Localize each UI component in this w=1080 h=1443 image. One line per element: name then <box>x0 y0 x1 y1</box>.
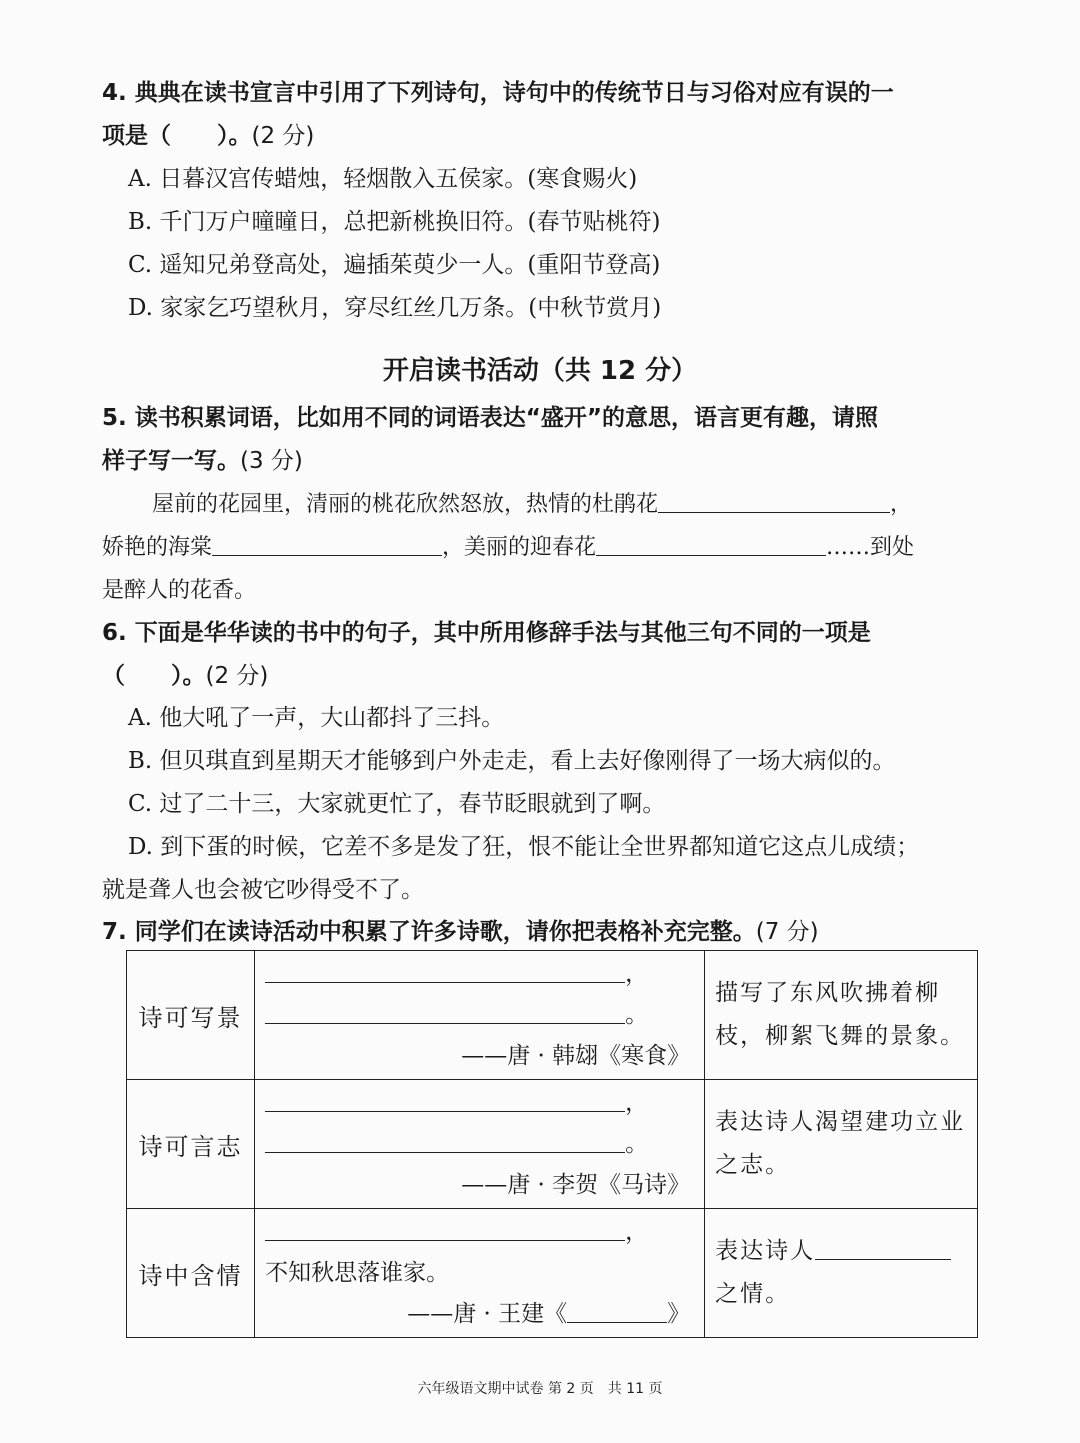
poem-line: 不知秋思落谁家。 <box>265 1259 450 1286</box>
q5-stem <box>102 397 982 483</box>
q4-option-b[interactable]: B. 千门万户曈曈日，总把新桃换旧符。(春节贴桃符) <box>128 209 661 235</box>
section-title: 开启读书活动（共 12 分） <box>382 356 698 386</box>
poem-cell <box>255 951 705 1080</box>
q5-blank-1[interactable] <box>658 484 890 513</box>
author-prefix: ——唐 · 王建《 <box>407 1300 568 1327</box>
poem-author: ——唐 · 李贺《马诗》 <box>461 1171 691 1198</box>
q5-text: 娇艳的海棠 <box>102 535 213 560</box>
q6-option-c[interactable]: C. 过了二十三，大家就更忙了，春节眨眼就到了啊。 <box>128 791 666 817</box>
q7-points: (7 分) <box>755 919 819 945</box>
poem-author <box>255 1294 704 1335</box>
q5-stem-line1: 5. 读书积累词语，比如用不同的词语表达“盛开”的意思，语言更有趣，请照 <box>102 405 878 431</box>
q5-para-line3: 是醉人的花香。 <box>102 578 257 603</box>
punct: ， <box>625 960 649 987</box>
row-category: 诗可写景 <box>127 951 255 1080</box>
title-blank[interactable] <box>567 1298 667 1323</box>
table-row <box>127 951 978 1080</box>
page-footer: 六年级语文期中试卷 第 2 页 共 11 页 <box>417 1381 663 1397</box>
q5-para-line2 <box>102 526 982 569</box>
q5-text: ，美丽的迎春花 <box>442 535 597 560</box>
q6-option-d-cont: 就是聋人也会被它吵得受不了。 <box>102 877 424 903</box>
poem-cell <box>255 1080 705 1209</box>
q6-stem-line1: 6. 下面是华华读的书中的句子，其中所用修辞手法与其他三句不同的一项是 <box>102 620 871 646</box>
q5-text: 屋前的花园里，清丽的桃花欣然怒放，热情的杜鹃花 <box>152 492 659 517</box>
q4-stem <box>102 72 982 158</box>
q5-blank-3[interactable] <box>596 527 826 556</box>
q4-option-c[interactable]: C. 遥知兄弟登高处，遍插茱萸少一人。(重阳节登高) <box>128 252 661 278</box>
q5-blank-2[interactable] <box>212 527 442 556</box>
q6-stem-line2: （ ）。 <box>102 663 206 689</box>
punct: ， <box>625 1089 649 1116</box>
q5-stem-line2: 样子写一写。 <box>102 448 240 474</box>
q6-option-b[interactable]: B. 但贝琪直到星期天才能够到户外走走，看上去好像刚得了一场大病似的。 <box>128 748 896 774</box>
emotion-blank[interactable] <box>815 1233 951 1260</box>
poem-blank[interactable] <box>265 1132 625 1153</box>
q6-points: (2 分) <box>205 663 269 689</box>
q6-option-d[interactable]: D. 到下蛋的时候，它差不多是发了狂，恨不能让全世界都知道它这点儿成绩； <box>128 834 920 860</box>
row-category: 诗中含情 <box>127 1209 255 1338</box>
desc-prefix: 表达诗人 <box>715 1238 816 1264</box>
table-row <box>127 1080 978 1209</box>
row-description: 表达诗人渴望建功立业之志。 <box>705 1080 978 1209</box>
q6-option-a[interactable]: A. 他大吼了一声，大山都抖了三抖。 <box>128 705 505 731</box>
q4-option-d[interactable]: D. 家家乞巧望秋月，穿尽红丝几万条。(中秋节赏月) <box>128 295 662 321</box>
poem-blank[interactable] <box>265 1003 625 1024</box>
poem-blank[interactable] <box>265 1220 625 1241</box>
q5-text: ， <box>890 492 913 517</box>
q7-stem-text: 7. 同学们在读诗活动中积累了许多诗歌，请你把表格补充完整。 <box>102 919 756 945</box>
poem-author: ——唐 · 韩翃《寒食》 <box>461 1042 691 1069</box>
poem-blank[interactable] <box>265 962 625 983</box>
q4-stem-line2: 项是（ ）。 <box>102 123 252 149</box>
row-category: 诗可言志 <box>127 1080 255 1209</box>
desc-suffix: 之情。 <box>715 1281 791 1307</box>
q7-stem <box>102 911 982 954</box>
punct: ， <box>625 1218 649 1245</box>
poem-cell <box>255 1209 705 1338</box>
q4-option-a[interactable]: A. 日暮汉宫传蜡烛，轻烟散入五侯家。(寒食赐火) <box>128 166 638 192</box>
poem-blank[interactable] <box>265 1091 625 1112</box>
author-suffix: 》 <box>667 1300 691 1327</box>
q5-text: ……到处 <box>826 535 915 560</box>
q5-para-line1 <box>102 483 1032 526</box>
q4-stem-line1: 4. 典典在读书宣言中引用了下列诗句，诗句中的传统节日与习俗对应有误的一 <box>102 80 894 106</box>
table-row <box>127 1209 978 1338</box>
punct: 。 <box>625 1130 649 1157</box>
punct: 。 <box>625 1001 649 1028</box>
q5-points: (3 分) <box>240 448 303 474</box>
q6-stem <box>102 612 982 698</box>
row-description: 描写了东风吹拂着柳枝，柳絮飞舞的景象。 <box>705 951 978 1080</box>
q4-points: (2 分) <box>251 123 315 149</box>
poem-table <box>126 950 978 1338</box>
row-description <box>705 1209 978 1338</box>
